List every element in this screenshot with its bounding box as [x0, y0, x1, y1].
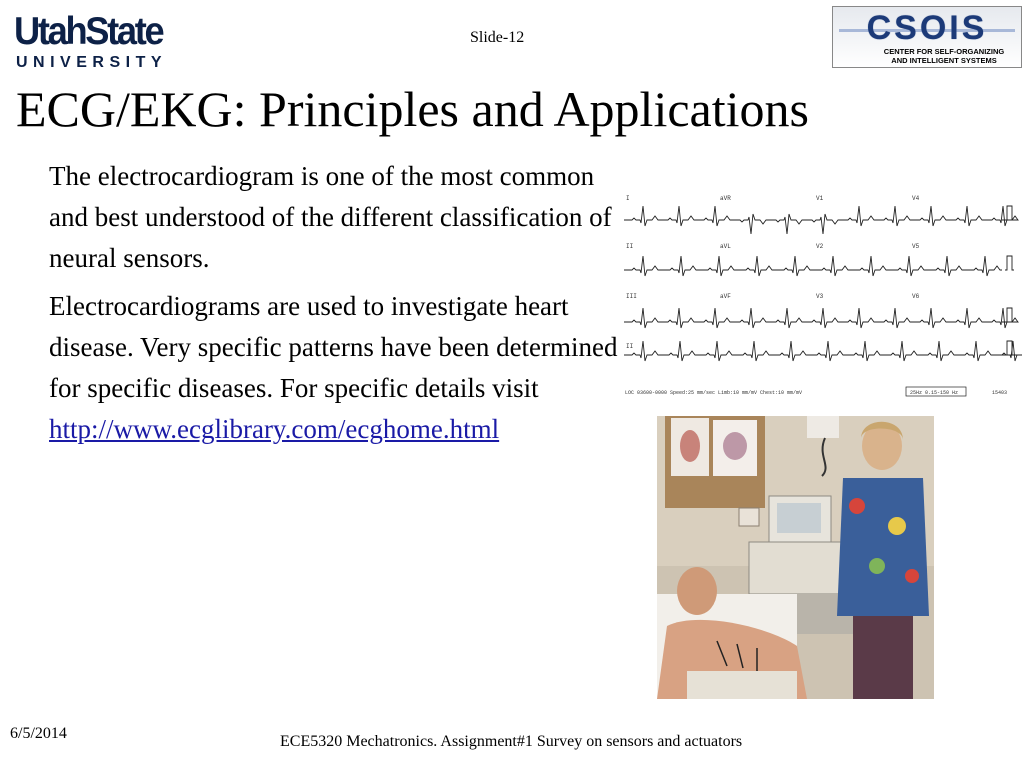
nurse-trousers [853, 616, 913, 699]
heart-diagram-2 [723, 432, 747, 460]
logo-wordmark: UtahState [14, 10, 163, 53]
csois-subtitle-line1: CENTER FOR SELF-ORGANIZING [883, 47, 1005, 56]
slide-number: Slide-12 [470, 29, 525, 46]
ecg-footnote-filter: 25Hz 0.15-150 Hz [910, 390, 959, 396]
lead-iii: III [626, 293, 637, 300]
csois-mark: CSOIS [866, 9, 988, 47]
csois-logo [832, 6, 1022, 68]
lead-v5: V5 [912, 243, 920, 250]
footer-course: ECE5320 Mechatronics. Assignment#1 Survey on sensors and actuators [280, 733, 743, 750]
bed-sheet [687, 671, 797, 699]
lead-v3: V3 [816, 293, 824, 300]
utah-state-logo [14, 10, 200, 74]
lead-avf: aVF [720, 293, 731, 300]
scrubs-pattern-2 [888, 517, 906, 535]
ecg-library-link[interactable]: http://www.ecglibrary.com/ecghome.html [49, 414, 500, 444]
lead-v6: V6 [912, 293, 920, 300]
ecg-printout-image [622, 190, 1022, 400]
csois-subtitle [873, 47, 1015, 65]
footer-date: 6/5/2014 [10, 725, 67, 742]
paragraph-ecg-uses-text: Electrocardiograms are used to investigate heart disease. Very specific patterns have been determined for specific diseases. For specific details visit [49, 291, 618, 403]
heart-diagram [680, 430, 700, 462]
lead-avr: aVR [720, 195, 731, 202]
scrubs-pattern-3 [869, 558, 885, 574]
lead-ii: II [626, 243, 634, 250]
scrubs-pattern-4 [905, 569, 919, 583]
patient-ecg-photo [657, 416, 934, 699]
logo-university: UNIVERSITY [16, 54, 168, 71]
patient-head [677, 567, 717, 615]
csois-subtitle-line2: AND INTELLIGENT SYSTEMS [891, 56, 997, 65]
lead-i: I [626, 195, 630, 202]
lead-v4: V4 [912, 195, 920, 202]
ecg-printout-svg [622, 190, 1022, 400]
wall-outlet [739, 508, 759, 526]
photo-svg [657, 416, 934, 699]
ecg-footnote-id: 15403 [992, 390, 1008, 396]
wall-device [807, 416, 839, 438]
ecg-footnote-settings: LOC 03600-0000 Speed:25 mm/sec Limb:10 mm/mV Chest:10 mm/mV [625, 390, 803, 396]
lead-ii-rhythm: II [626, 343, 634, 350]
nurse-scrubs [837, 478, 929, 616]
slide-title: ECG/EKG: Principles and Applications [16, 81, 809, 137]
scrubs-pattern-1 [849, 498, 865, 514]
paragraph-ecg-intro: The electrocardiogram is one of the most common and best understood of the different classification of neural sensors. [49, 161, 612, 273]
ecg-machine-screen [777, 503, 821, 533]
lead-v2: V2 [816, 243, 824, 250]
lead-v1: V1 [816, 195, 824, 202]
body-text [49, 156, 629, 457]
paragraph-ecg-uses [49, 286, 629, 450]
lead-avl: aVL [720, 243, 731, 250]
